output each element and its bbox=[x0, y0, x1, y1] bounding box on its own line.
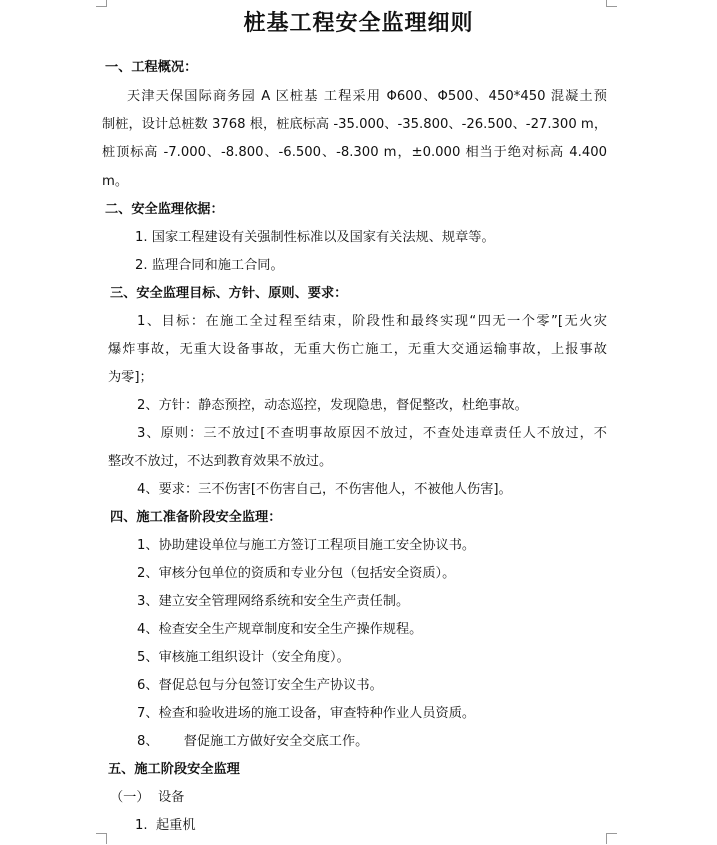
section-5-heading: 五、施工阶段安全监理 bbox=[108, 762, 240, 777]
s3-line-4: 2、方针：静态预控，动态巡控，发现隐患，督促整改，杜绝事故。 bbox=[137, 398, 528, 413]
s3-line-7: 4、要求：三不伤害[不伤害自己，不伤害他人，不被他人伤害]。 bbox=[137, 482, 512, 497]
s3-line-2: 爆炸事故，无重大设备事故，无重大伤亡施工，无重大交通运输事故，上报事故 bbox=[108, 342, 607, 357]
s4-item-5: 5、审核施工组织设计（安全角度）。 bbox=[137, 650, 350, 665]
s1-line-2: 制桩，设计总桩数 3768 根，桩底标高 -35.000、-35.800、-26.500、-27.300 m， bbox=[102, 117, 607, 132]
s4-item-2: 2、审核分包单位的资质和专业分包（包括安全资质）。 bbox=[137, 566, 456, 581]
section-3-heading: 三、安全监理目标、方针、原则、要求： bbox=[110, 286, 348, 301]
s4-item-4: 4、检查安全生产规章制度和安全生产操作规程。 bbox=[137, 622, 423, 637]
s4-item-6: 6、督促总包与分包签订安全生产协议书。 bbox=[137, 678, 383, 693]
corner-mark-bottom-left bbox=[96, 833, 107, 844]
s1-line-3: 桩顶标高 -7.000、-8.800、-6.500、-8.300 m，±0.000 相当于绝对标高 4.400 bbox=[102, 145, 607, 160]
s3-line-3: 为零]； bbox=[108, 370, 153, 385]
s2-item-1: 1. 国家工程建设有关强制性标准以及国家有关法规、规章等。 bbox=[135, 230, 495, 245]
document-title: 桩基工程安全监理细则 bbox=[243, 11, 474, 36]
s4-item-8: 8、 督促施工方做好安全交底工作。 bbox=[137, 734, 369, 749]
s2-item-2: 2. 监理合同和施工合同。 bbox=[135, 258, 284, 273]
s4-item-7: 7、检查和验收进场的施工设备，审查特种作业人员资质。 bbox=[137, 706, 476, 721]
s1-line-4: m。 bbox=[102, 174, 129, 189]
corner-mark-bottom-right bbox=[606, 833, 617, 844]
s3-line-1: 1、目标：在施工全过程至结束，阶段性和最终实现“四无一个零”[无火灾 bbox=[137, 314, 607, 329]
section-1-heading: 一、工程概况： bbox=[105, 60, 198, 75]
section-2-heading: 二、安全监理依据： bbox=[105, 202, 224, 217]
section-4-heading: 四、施工准备阶段安全监理： bbox=[110, 510, 282, 525]
s5-subheading: （一） 设备 bbox=[110, 790, 185, 805]
s4-item-1: 1、协助建设单位与施工方签订工程项目施工安全协议书。 bbox=[137, 538, 476, 553]
s3-line-6: 整改不放过，不达到教育效果不放过。 bbox=[108, 454, 333, 469]
s1-line-1: 天津天保国际商务园 A 区桩基 工程采用 Φ600、Φ500、450*450 混凝土预 bbox=[127, 89, 607, 104]
s5-item-1: 1. 起重机 bbox=[135, 818, 196, 833]
s3-line-5: 3、原则：三不放过[不查明事故原因不放过，不查处违章责任人不放过，不 bbox=[137, 426, 607, 441]
s4-item-3: 3、建立安全管理网络系统和安全生产责任制。 bbox=[137, 594, 410, 609]
